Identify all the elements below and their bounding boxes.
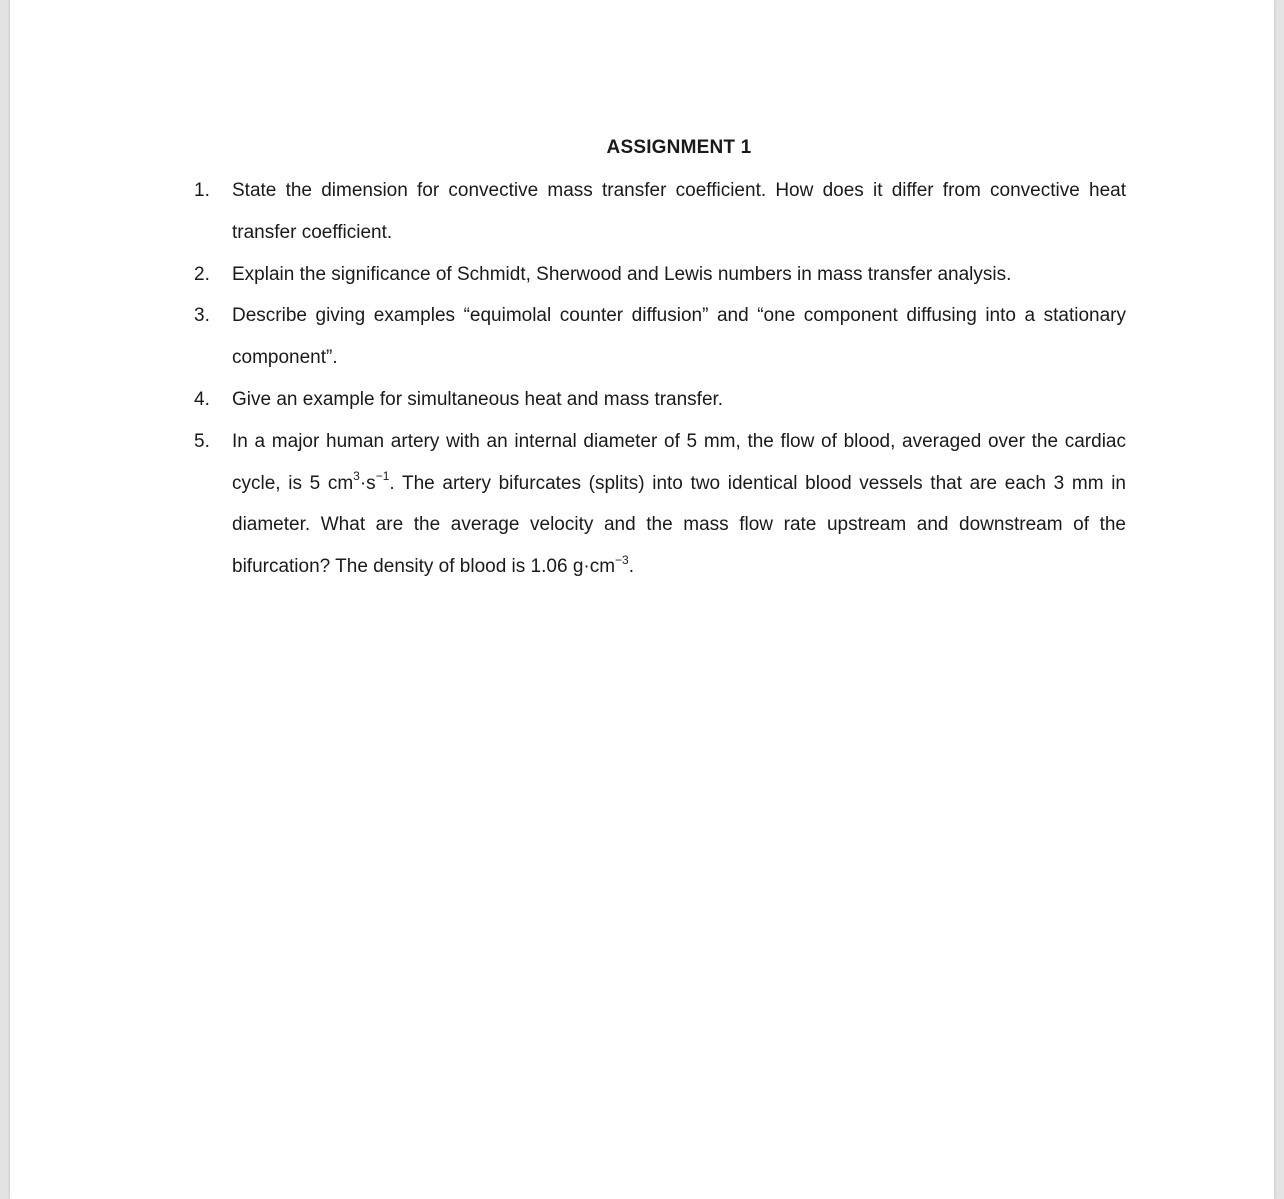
question-item-4: [194, 379, 1126, 421]
question-text: [232, 421, 1126, 588]
question-text-part: ·s: [359, 472, 376, 494]
question-number: 1.: [194, 180, 210, 201]
question-text-part: . The artery bifurcates (splits) into two identical blood vessels that are each 3 mm in diameter. What are the average velocity and the mass flow rate upstream and downstream of the bifurcation? The density of blood is 1.06 g·cm: [232, 472, 1126, 578]
question-text: Describe giving examples “equimolal counter diffusion” and “one component diffusing into a stationary component”.: [232, 305, 1126, 369]
question-number: 4.: [194, 388, 210, 410]
question-list: [194, 170, 1126, 588]
question-number: 5.: [194, 430, 210, 452]
superscript: −1: [375, 469, 390, 484]
superscript: 3: [353, 469, 360, 484]
question-item-1: [194, 170, 1126, 254]
superscript: −3: [615, 552, 629, 567]
question-number: 2.: [194, 263, 210, 285]
page-title: ASSIGNMENT 1: [606, 137, 752, 158]
question-number: 3.: [194, 305, 210, 327]
question-text: State the dimension for convective mass transfer coefficient. How does it differ from convective heat transfer coefficient.: [232, 180, 1126, 243]
document-page: [10, 0, 1274, 1199]
question-text-part: In a major human artery with an internal diameter of 5 mm, the flow of blood, averaged over the cardiac cycle, is 5 cm: [232, 430, 1126, 494]
question-text-part: .: [628, 556, 635, 578]
question-text: Give an example for simultaneous heat and mass transfer.: [232, 388, 724, 410]
question-text: Explain the significance of Schmidt, Sherwood and Lewis numbers in mass transfer analysis.: [232, 263, 1012, 285]
question-item-2: [194, 254, 1126, 296]
question-item-5: [194, 421, 1126, 588]
question-item-3: [194, 295, 1126, 379]
